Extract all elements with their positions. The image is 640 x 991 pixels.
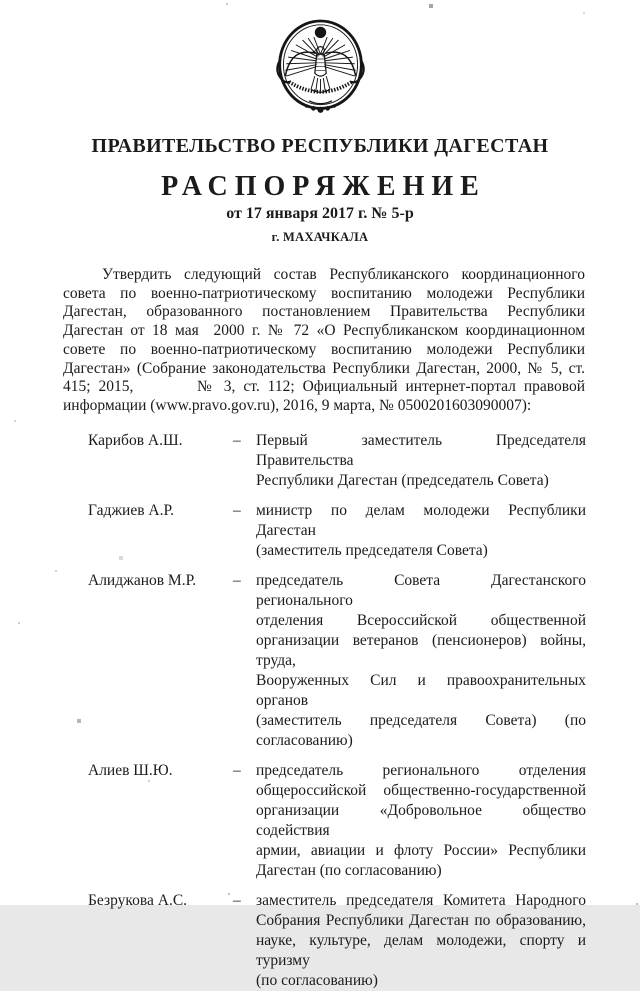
text-line: совета по военно-патриотическому воспитанию молодежи Республики	[63, 284, 585, 302]
member-role	[256, 891, 586, 991]
member-row	[88, 501, 640, 561]
member-row	[88, 431, 640, 491]
member-row	[88, 761, 640, 881]
dash-separator: –	[233, 891, 241, 909]
dash-separator: –	[233, 571, 241, 589]
text-line: Дагестан от 18 мая 2000 г. № 72 «О Республиканском координационном	[63, 322, 585, 340]
text-line: Дагестан» (Собрание законодательства Республики Дагестан, 2000, № 5, ст.	[63, 359, 585, 377]
text-line: Дагестан (по согласованию)	[256, 861, 442, 879]
scan-noise	[0, 0, 2, 2]
text-line: 415; 2015, № 3, ст. 112; Официальный интернет-портал правовой	[63, 378, 585, 396]
document-header	[0, 0, 640, 245]
emblem-container	[0, 0, 640, 118]
text-line: Вооруженных Сил и правоохранительных органов	[256, 671, 586, 709]
text-line: организации ветеранов (пенсионеров) войны, труда,	[256, 631, 586, 669]
member-name: Алиев Ш.Ю.	[88, 761, 173, 779]
text-line: заместитель председателя Комитета Народного	[256, 891, 586, 909]
dagestan-coat-of-arms-icon	[273, 19, 368, 118]
text-line: Дагестан, образованного постановлением Правительства Республики	[63, 303, 585, 321]
text-line: (по согласованию)	[256, 971, 378, 989]
text-line: совете по военно-патриотическому воспитанию молодежи Республики	[63, 340, 585, 358]
text-line: Первый заместитель Председателя Правительства	[256, 431, 586, 469]
text-line: Республики Дагестан (председатель Совета)	[256, 471, 549, 489]
text-line: организации «Добровольное общество содействия	[256, 801, 586, 839]
text-line: председатель Совета Дагестанского регионального	[256, 571, 586, 609]
member-name: Алиджанов М.Р.	[88, 571, 197, 589]
text-line: науке, культуре, делам молодежи, спорту и туризму	[256, 931, 586, 969]
dash-separator: –	[233, 431, 241, 449]
member-row	[88, 571, 640, 751]
member-name: Карибов А.Ш.	[88, 431, 183, 449]
member-role	[256, 571, 586, 751]
council-members-list	[88, 431, 640, 991]
text-line: (заместитель председателя Совета) (по	[256, 711, 586, 729]
text-line: председатель регионального отделения	[256, 761, 586, 779]
member-name: Безрукова А.С.	[88, 891, 188, 909]
dash-separator: –	[233, 501, 241, 519]
member-role	[256, 501, 586, 561]
dash-separator: –	[233, 761, 241, 779]
resolution-paragraph	[63, 266, 585, 416]
text-line: армии, авиации и флоту России» Республики	[256, 841, 586, 859]
text-line: Собрания Республики Дагестан по образованию,	[256, 911, 586, 929]
member-role	[256, 761, 586, 881]
text-line: (заместитель председателя Совета)	[256, 541, 488, 559]
member-role	[256, 431, 586, 491]
doc-city: г. МАХАЧКАЛА	[271, 230, 369, 244]
text-line: министр по делам молодежи Республики Дагестан	[256, 501, 586, 539]
member-row	[88, 891, 640, 991]
member-name: Гаджиев А.Р.	[88, 501, 175, 519]
text-line: согласованию)	[256, 731, 353, 749]
text-line: общероссийской общественно-государственной	[256, 781, 586, 799]
text-line: информации (www.pravo.gov.ru), 2016, 9 марта, № 0500201603090007):	[63, 396, 532, 414]
doc-type-title: РАСПОРЯЖЕНИЕ	[161, 171, 486, 202]
doc-date-number: от 17 января 2017 г. № 5-р	[226, 205, 414, 222]
org-name: ПРАВИТЕЛЬСТВО РЕСПУБЛИКИ ДАГЕСТАН	[91, 135, 549, 157]
text-line: Утвердить следующий состав Республиканского координационного	[102, 266, 585, 283]
text-line: отделения Всероссийской общественной	[256, 611, 586, 629]
